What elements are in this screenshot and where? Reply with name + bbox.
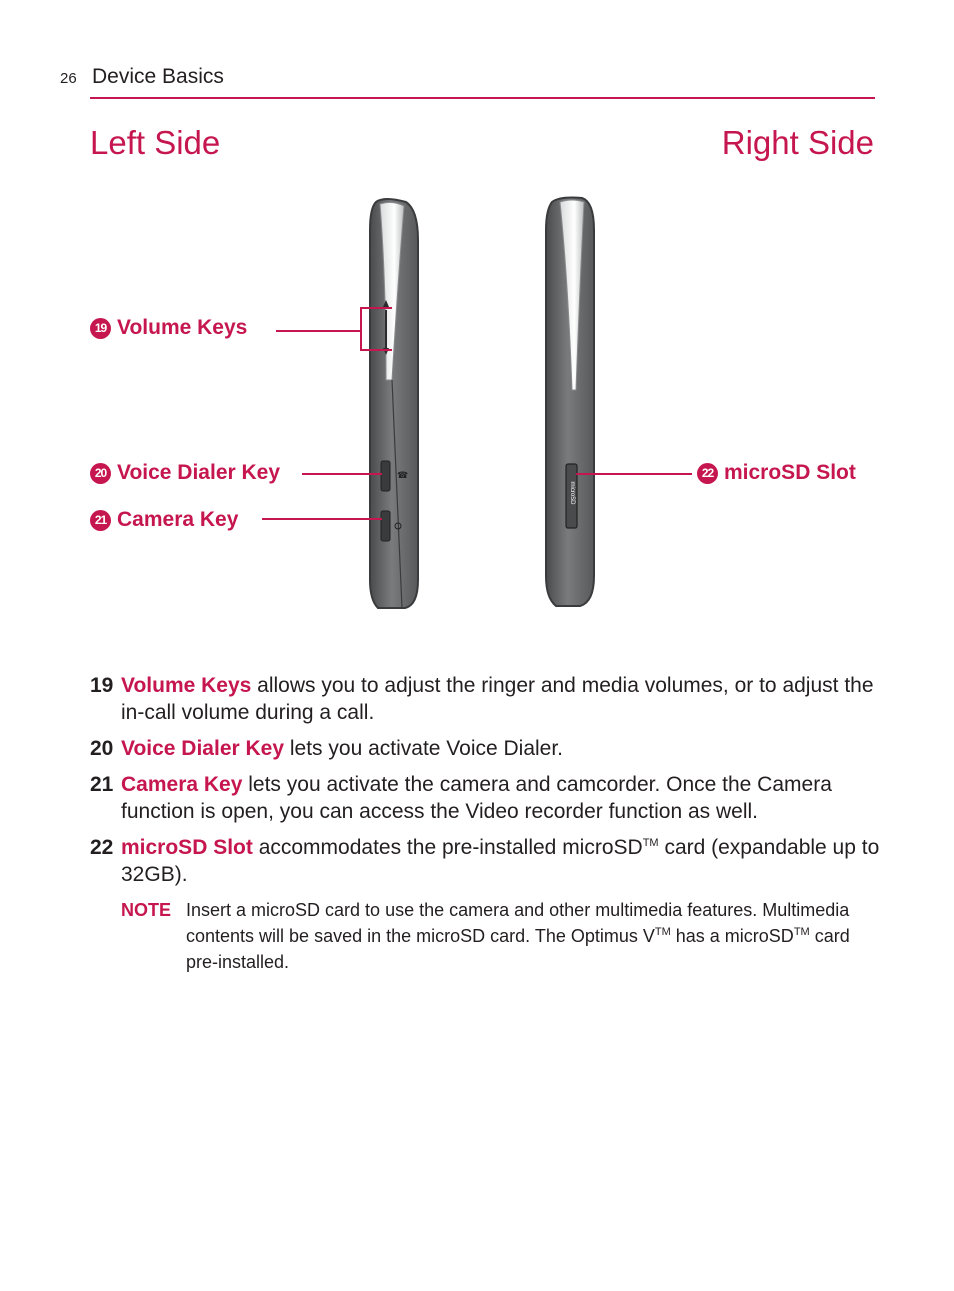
item-text: allows you to adjust the ringer and media volumes, or to adjust the in-call volume during a call. <box>121 674 874 724</box>
note-text: has a microSD <box>670 926 794 946</box>
note-label: NOTE <box>121 900 172 920</box>
callout-number: 22 <box>697 463 718 484</box>
note-block <box>121 897 880 975</box>
page-number: 26 <box>60 70 77 87</box>
note-text: card pre-installed. <box>186 926 850 972</box>
trademark: TM <box>793 926 810 938</box>
description-list <box>90 672 880 975</box>
left-side-phone <box>370 199 418 608</box>
camera-key-callout <box>90 508 238 532</box>
microsd-slot-text: microSD <box>569 481 575 505</box>
microsd-slot-callout <box>697 461 856 485</box>
phone-sides-figure <box>0 180 954 630</box>
callout-lines <box>262 308 692 519</box>
callout-label: Voice Dialer Key <box>117 461 281 484</box>
header-rule <box>90 97 875 99</box>
callout-label: Volume Keys <box>117 316 248 339</box>
item-text: lets you activate Voice Dialer. <box>289 737 564 760</box>
item-text: lets you activate the camera and camcorder. Once the Camera function is open, you can access the Video recorder function as well. <box>121 773 832 823</box>
item-term: Voice Dialer Key <box>121 737 285 760</box>
right-side-phone <box>546 198 594 607</box>
callout-number: 20 <box>90 463 111 484</box>
item-number: 21 <box>90 773 114 796</box>
callout-label: Camera Key <box>117 508 239 531</box>
item-term: microSD Slot <box>121 836 253 859</box>
item-term: Volume Keys <box>121 674 252 697</box>
left-side-title: Left Side <box>90 124 221 161</box>
phone-illustration <box>0 180 954 630</box>
list-item <box>90 771 880 825</box>
item-number: 22 <box>90 836 114 859</box>
section-title: Device Basics <box>92 65 224 88</box>
item-text: accommodates the pre-installed microSD <box>258 836 643 859</box>
callout-number: 19 <box>90 318 111 339</box>
item-number: 19 <box>90 674 114 697</box>
list-item <box>90 672 880 726</box>
right-side-title: Right Side <box>721 124 874 161</box>
list-item <box>90 735 880 762</box>
volume-keys-callout <box>90 316 247 340</box>
trademark: TM <box>642 837 659 849</box>
callout-number: 21 <box>90 510 111 531</box>
page-header <box>60 64 875 98</box>
item-term: Camera Key <box>121 773 243 796</box>
svg-text:☎: ☎ <box>397 471 409 481</box>
callout-label: microSD Slot <box>724 461 856 484</box>
trademark: TM <box>654 926 671 938</box>
note-text: Insert a microSD card to use the camera and other multimedia features. Multimedia contents will be saved in the microSD card. The Optimus V <box>186 900 850 946</box>
item-text: card (expandable up to 32GB). <box>121 836 880 886</box>
voice-dialer-key-callout <box>90 461 280 485</box>
item-number: 20 <box>90 737 114 760</box>
list-item <box>90 834 880 888</box>
